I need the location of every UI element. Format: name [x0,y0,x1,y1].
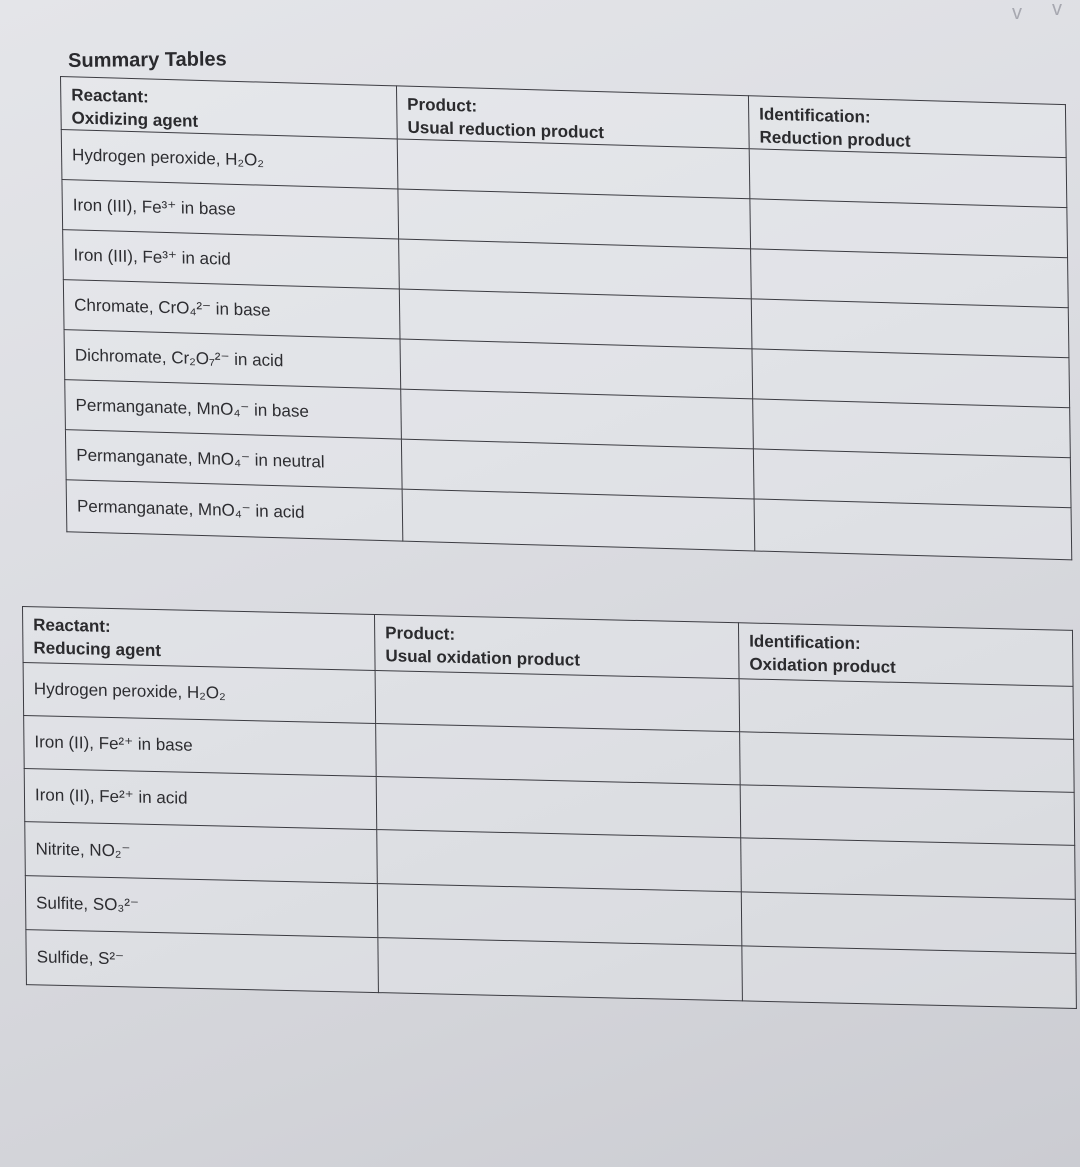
reactant-cell: Permanganate, MnO₄⁻ in base [65,380,402,439]
identification-cell[interactable] [742,946,1077,1009]
identification-cell[interactable] [750,199,1068,258]
header-line: Product: [407,94,478,116]
header-line: Oxidizing agent [71,108,199,131]
corner-mark: v [1012,2,1022,24]
header-line: Product: [385,623,456,644]
reactant-cell: Iron (II), Fe²⁺ in acid [24,769,377,830]
product-cell[interactable] [378,938,743,1001]
header-line: Reactant: [33,615,111,637]
identification-cell[interactable] [751,299,1069,358]
header-reactant [23,607,376,671]
identification-cell[interactable] [740,732,1075,793]
identification-cell[interactable] [741,892,1076,954]
header-line: Reducing agent [33,638,162,661]
identification-cell[interactable] [751,249,1069,308]
header-line: Reactant: [71,85,149,107]
header-line: Oxidation product [749,654,896,677]
header-line: Identification: [759,104,871,127]
reactant-cell: Chromate, CrO₄²⁻ in base [63,280,400,339]
reactant-cell: Dichromate, Cr₂O₇²⁻ in acid [64,330,401,389]
product-cell[interactable] [377,830,742,892]
header-identification [738,623,1073,687]
header-product [396,86,749,149]
header-reactant [61,77,398,139]
reactant-cell: Permanganate, MnO₄⁻ in neutral [65,430,402,489]
reactant-cell: Hydrogen peroxide, H₂O₂ [61,130,398,189]
identification-cell[interactable] [754,499,1072,560]
product-cell[interactable] [402,489,755,551]
identification-cell[interactable] [749,149,1067,208]
identification-cell[interactable] [752,349,1070,408]
header-identification [748,96,1066,158]
identification-cell[interactable] [741,838,1076,900]
page-title: Summary Tables [68,48,227,72]
product-cell[interactable] [377,884,742,946]
reactant-cell: Iron (II), Fe²⁺ in base [24,716,377,777]
identification-cell[interactable] [740,785,1075,846]
product-cell[interactable] [375,671,740,732]
identification-cell[interactable] [753,399,1071,458]
identification-cell[interactable] [739,679,1074,740]
header-product [374,615,739,679]
header-line: Identification: [749,631,861,654]
reactant-cell: Permanganate, MnO₄⁻ in acid [66,480,403,541]
reactant-cell: Hydrogen peroxide, H₂O₂ [23,663,376,724]
oxidizing-agent-table [60,76,1072,560]
product-cell[interactable] [376,777,741,838]
reactant-cell: Nitrite, NO₂⁻ [25,822,378,884]
header-line: Usual reduction product [407,117,605,143]
reducing-agent-table [22,606,1077,1009]
reactant-cell: Sulfide, S²⁻ [26,930,379,993]
reactant-cell: Sulfite, SO₃²⁻ [25,876,378,938]
corner-mark: v [1052,0,1062,20]
product-cell[interactable] [376,724,741,785]
identification-cell[interactable] [753,449,1071,508]
reactant-cell: Iron (III), Fe³⁺ in acid [63,230,400,289]
header-line: Usual oxidation product [385,646,581,670]
header-line: Reduction product [759,127,911,151]
reactant-cell: Iron (III), Fe³⁺ in base [62,180,399,239]
